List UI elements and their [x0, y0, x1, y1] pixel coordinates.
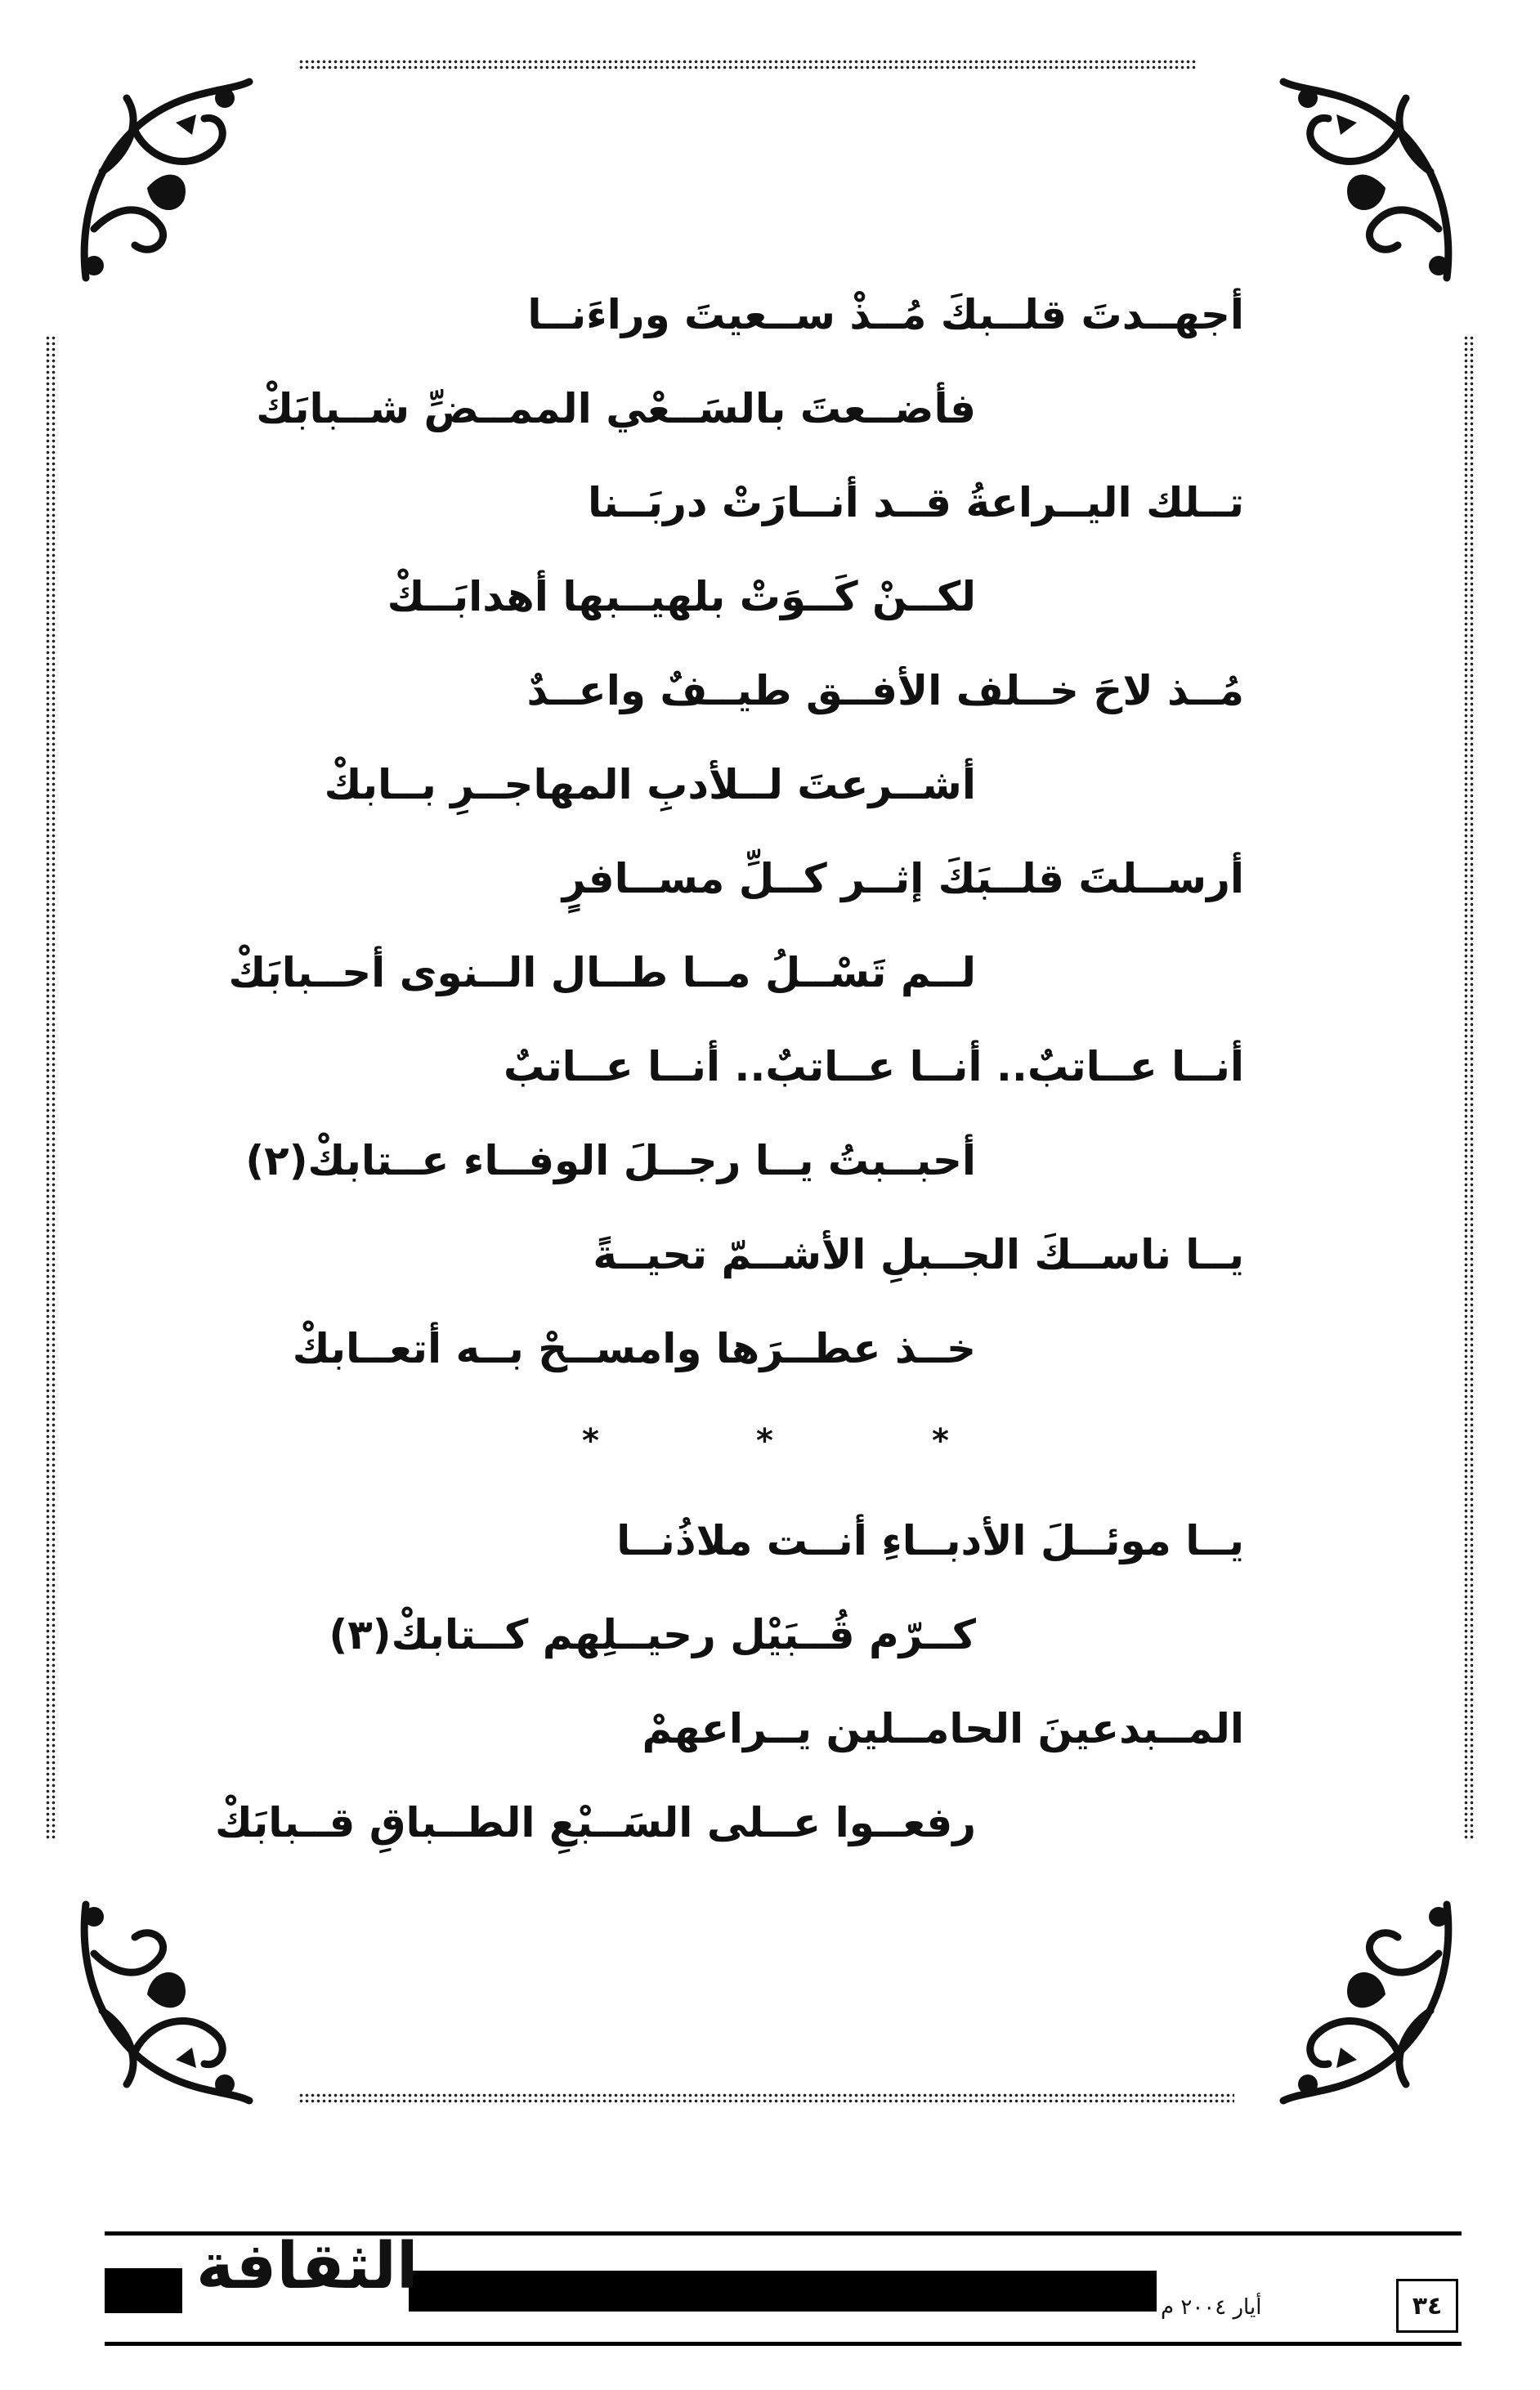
page-number: ٣٤: [1396, 2279, 1458, 2333]
poem-verse: المــبدعينَ الحامــلين يــراعهمْ: [642, 1705, 1244, 1752]
footer-bar-middle: [409, 2271, 1157, 2312]
poem-verse: لــم تَسْــلُ مــا طــال الــنوى أحــبابَكْ: [228, 949, 976, 996]
poem-verse: أرســلتَ قلــبَكَ إثــر كــلِّ مســافرٍ: [562, 855, 1244, 902]
poem-verse: أحبــبتُ يــا رجــلَ الوفــاء عــتابكْ(٢): [245, 1137, 976, 1184]
poem-verse: فأضــعتَ بالسَــعْي الممــضِّ شــبابَكْ: [256, 385, 976, 432]
frame-bottom-border: [298, 2092, 1234, 2104]
corner-ornament-icon: [69, 65, 257, 286]
poem-verse: لكــنْ كَــوَتْ بلهيــبها أهدابَــكْ: [387, 573, 976, 620]
poem-verse: خــذ عطــرَها وامســحْ بــه أتعــابكْ: [292, 1325, 976, 1372]
poem-verse: يــا موئــلَ الأدبــاءِ أنــت ملاذُنــا: [616, 1517, 1244, 1564]
frame-left-border: [45, 335, 56, 1839]
poem-verse: يــا ناســكَ الجــبلِ الأشــمّ تحيــةً: [593, 1231, 1244, 1278]
separator-star: *: [756, 1422, 773, 1460]
footer-bar-left: [105, 2268, 182, 2313]
magazine-logo: الثقافة: [196, 2230, 419, 2303]
frame-right-border: [1463, 335, 1475, 1839]
separator-star: *: [932, 1422, 949, 1460]
corner-ornament-icon: [1275, 1896, 1463, 2117]
poem-verse: رفعــوا عــلى السَــبْعِ الطــباقِ قــبابَكْ: [214, 1799, 976, 1846]
corner-ornament-icon: [69, 1896, 257, 2117]
separator-star: *: [582, 1422, 599, 1460]
poem-verse: تــلك اليــراعةُ قــد أنــارَتْ دربَــنا: [587, 479, 1244, 526]
poem-verse: أنــا عــاتبٌ.. أنــا عــاتبٌ.. أنــا عــاتبٌ: [503, 1043, 1244, 1090]
poem-verse: مُــذ لاحَ خــلف الأفــق طيــفٌ واعــدٌ: [526, 667, 1244, 714]
poem-verse: أجهــدتَ قلــبكَ مُــذْ ســعيتَ وراءَنــا: [527, 291, 1244, 338]
footer-bottom-rule: [105, 2342, 1462, 2346]
frame-top-border: [298, 59, 1198, 70]
poem-verse: أشــرعتَ لــلأدبِ المهاجــرِ بــابكْ: [324, 761, 976, 808]
issue-date: أيار ٢٠٠٤ م: [1161, 2295, 1262, 2320]
corner-ornament-icon: [1275, 65, 1463, 286]
poem-verse: كــرّم قُــبَيْل رحيــلِهم كــتابكْ(٣): [329, 1611, 976, 1658]
